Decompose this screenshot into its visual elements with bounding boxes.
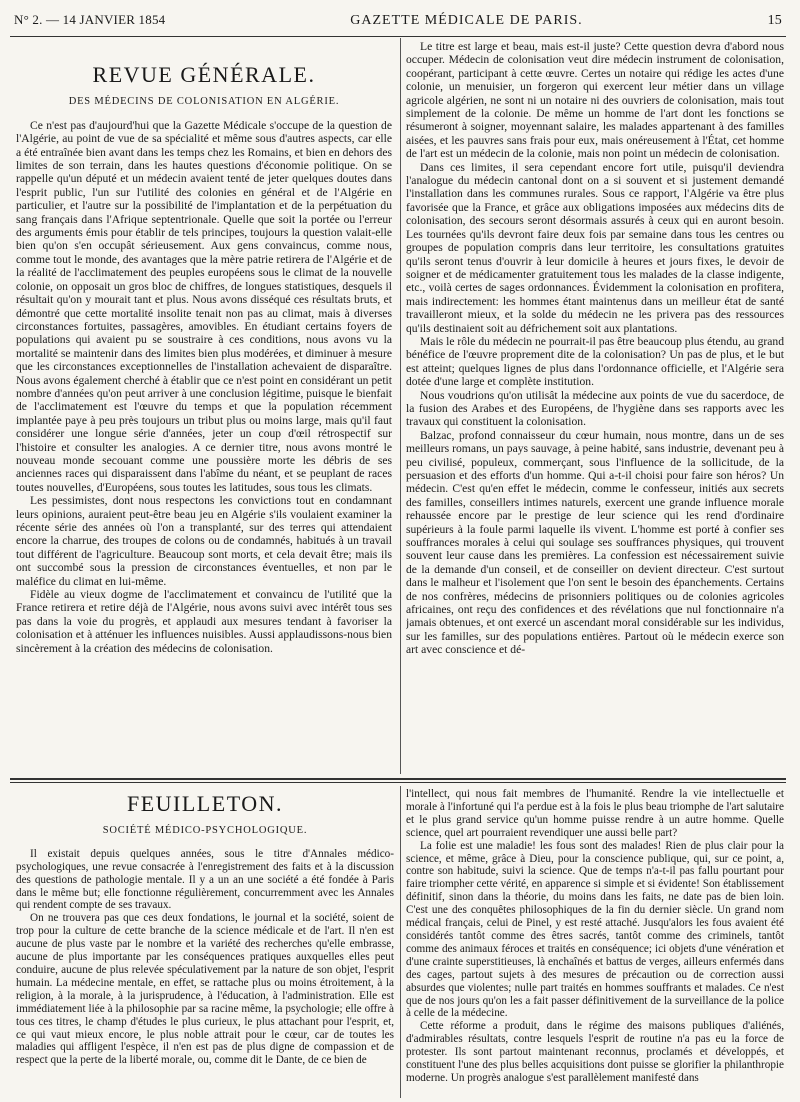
paragraph: Les pessimistes, dont nous respectons les convictions tout en condamnant leurs opinions, auraient peut-être beau jeu en Algérie s'ils voulaient examiner la récente série des années où l'on a transplanté, sur des terres qui attendaient encore la charrue, des troupes de colons ou de condamnés, habitués à un travail tout différent de l'agriculture. Beaucoup sont morts, et cela devait être; mais ils ont succombé sous la pression de circonstances éventuelles, et non par le maléfice du climat en lui-même. [16, 494, 392, 588]
paragraph: La folie est une maladie! les fous sont des malades! Rien de plus clair pour la science, et même, grâce à Dieu, pour la conscience publique, qui, sur ce point, a, contre son habitude, suivi la science. Que de temps n'a-t-il pas fallu pourtant pour faire triompher cette vérité, en apparence si simple et si évidente! Son établissement définitif, sinon dans la théorie, du moins dans les faits, ne date pas de bien loin. C'est une des conquêtes philosophiques de la fin du dernier siècle. Un grand nom médical français, celui de Pinel, y est resté attaché. Jusqu'alors les fous avaient été considérés tantôt comme des êtres sacrés, tantôt comme des criminels, tantôt comme des animaux féroces et traités en conséquence; ici objets d'une vénération et d'une crainte superstitieuses, là enchaînés et battus de verges, ailleurs enfermés dans des cages, partout sujets à des mesures de précaution ou de correction aussi absurdes que violentes; nulle part traités en hommes souffrants et malades. Ce n'est que de nos jours qu'on les a fait passer définitivement de la surveillance de la police à celle de la médecine. [406, 839, 784, 1020]
feuilleton-left-column [16, 788, 394, 1100]
paragraph: Mais le rôle du médecin ne pourrait-il pas être beaucoup plus étendu, au grand bénéfice de l'œuvre proprement dite de la colonisation? Un pas de plus, et le but est atteint; quelques lignes de plus dans l'ordonnance officielle, et l'Algérie sera dotée d'une large et complète institution. [406, 334, 784, 389]
paragraph: On ne trouvera pas que ces deux fondations, le journal et la société, soient de trop pour la culture de cette branche de la science médicale et de l'art. Il n'en est aucune de plus vaste par le nombre et la variété des recherches qu'elle embrasse, aucune de plus importante par les conséquences pratiques auxquelles elles peut conduire, aucune de plus relevée spéculativement par la nature de son objet, l'esprit humain. La médecine mentale, en effet, se rattache plus ou moins étroitement, à la religion, à la morale, à la jurisprudence, à l'éducation, à l'administration. Elle est immédiatement liée à la philosophie par sa racine même, la psychologie; elle offre à tous ces titres, le champ d'études le plus curieux, le plus attachant pour l'esprit, et, ce qui vaut mieux encore, le plus noble attrait pour le cœur, car de toutes les maladies qui affligent l'espèce, il n'en est pas de plus digne de compassion et de respect que la perte de la liberté morale, ou, comme dit le Dante, de ce bien de [16, 912, 394, 1067]
page-header [14, 12, 782, 32]
feuilleton-title: FEUILLETON. [126, 791, 284, 816]
feuilleton-rule [10, 778, 786, 780]
issue-date: N° 2. — 14 JANVIER 1854 [14, 12, 166, 27]
revue-right-column [406, 40, 784, 774]
revue-left-column [16, 40, 392, 774]
paragraph: Balzac, profond connaisseur du cœur humain, nous montre, dans un de ses meilleurs romans, un pays sauvage, à peine habité, sans industrie, devenant peu à peu civilisé, populeux, commerçant, sous l'influence de la sollicitude, de la persuasion et des efforts d'un homme. Qui a-t-il choisi pour faire son héros? Un médecin. C'est qu'en effet le médecin, comme le confesseur, initiés aux secrets des familles, conseillers intimes naturels, exercent une grande influence morale rehaussée encore par le prestige de leur science qui les rend d'ordinaire supérieurs à la foule parmi laquelle ils vivent. L'homme est porté à confier ses souffrances morales à celui qui soulage ses souffrances physiques, qui trouvent souvent leur cause dans les premières. La confession est nécessairement suivie de la demande d'un conseil, et de conseiller on devient directeur. C'est surtout dans le malheur et l'isolement que l'on sent le besoin des épanchements. Certains de nos confrères, médecins de prisonniers politiques ou de colonies agricoles africaines, ont reçu des confidences et des révélations que nul fonctionnaire n'a jamais obtenues, et ont exercé un ascendant moral considérable sur les individus, sur les familles, sur des populations entières. Partout où le médecin exerce son art avec conscience et dé- [406, 428, 784, 657]
paragraph: l'intellect, qui nous fait membres de l'humanité. Rendre la vie intellectuelle et morale à l'infortuné qui l'a perdue est à la fois le plus beau triomphe de l'art salutaire et le plus grand service qu'un homme puisse rendre à un autre homme. Quelle science, quel art pourraient revendiquer une aussi belle part? [406, 788, 784, 839]
paragraph: Dans ces limites, il sera cependant encore fort utile, puisqu'il deviendra l'analogue du médecin cantonal dont on a si souvent et si justement demandé l'installation dans les communes rurales. Sous ce rapport, l'Algérie va être plus favorisée que la France, et grâce aux obligations imposées aux médecins dits de colonisation, des secours seront désormais assurés à ceux qui en auront besoin. Les tournées qu'ils devront faire deux fois par semaine dans tous les centres ou groupes de population compris dans leur territoire, les consultations gratuites qu'ils seront tenus d'ouvrir à leur domicile à heures et jours fixes, le devoir de soigner et de médicamenter gratuitement tous les malades de la classe indigente, etc., voilà certes de sages ordonnances. Évidemment la colonisation en profitera, mais indirectement: les hommes étant maintenus dans un meilleur état de santé travailleront mieux, et la solde du médecin ne les privera pas des ressources qu'ils destinaient soit au défrichement soit aux plantations. [406, 160, 784, 335]
paragraph: Le titre est large et beau, mais est-il juste? Cette question devra d'abord nous occuper. Médecin de colonisation veut dire médecin instrument de colonisation, coopérant, participant à cette œuvre. Certes un notaire qui rédige les actes d'une colonie, un menuisier, un forgeron qui exercent leur métier dans un village agricole algérien, ne sont ni un notaire ni des ouvriers de colonisation, mais tout simplement de la colonie. De même un homme de l'art dont les fonctions se résumeront à soigner, moyennant salaire, les malades appartenant à des familles aisées, et les pauvres sans frais pour eux, mais onéreusement à l'État, cet homme de l'art est un médecin de la colonie, mais non point un médecin de colonisation. [406, 40, 784, 161]
paragraph: Il existait depuis quelques années, sous le titre d'Annales médico-psychologiques, une revue consacrée à l'enregistrement des faits et à la discussion des questions de pathologie mentale. Il y a un an une société a été fondée à Paris dans le même but; elle fonctionne régulièrement, concurremment avec les Annales qui rendent compte de ses travaux. [16, 847, 394, 912]
revue-subtitle: DES MÉDECINS DE COLONISATION EN ALGÉRIE. [68, 96, 340, 108]
column-divider-upper [400, 38, 401, 774]
paragraph: Fidèle au vieux dogme de l'acclimatement et convaincu de l'utilité que la France retirera et retire déjà de l'Algérie, nous avons suivi avec intérêt tous ses pas dans la voie du progrès, et applaudi aux mesures tendant à favoriser la colonisation et à atténuer les influences nuisibles. Aussi applaudissons-nous bien sincèrement à la création des médecins de colonisation. [16, 588, 392, 655]
revue-title: REVUE GÉNÉRALE. [92, 62, 316, 87]
feuilleton-right-column [406, 788, 784, 1100]
feuilleton-rule-thin [10, 782, 786, 783]
feuilleton-subtitle: SOCIÉTÉ MÉDICO-PSYCHOLOGIQUE. [102, 824, 308, 836]
column-divider-lower [400, 786, 401, 1098]
paragraph: Nous voudrions qu'on utilisât la médecine aux points de vue du sacerdoce, de la fusion des Arabes et des Européens, de l'hygiène dans ses rapports avec les travaux qui constituent la colonisation. [406, 388, 784, 429]
paragraph: Ce n'est pas d'aujourd'hui que la Gazette Médicale s'occupe de la question de l'Algérie, au point de vue de sa spécialité et même sous d'autres aspects, car elle a été entraînée bien avant dans les temps chez les Romains, et bien en dehors des limites de son terrain, dans les hautes questions d'économie politique. On se rappelle qu'un député et un médecin avaient tenté de jeter quelques doutes dans l'esprit public, l'un sur l'utilité des colonies en général et de l'Algérie en particulier, et l'autre sur la possibilité de l'implantation et de la perpétuation du sang français dans l'Afrique septentrionale. Quelle que soit la portée ou l'erreur des arguments émis pour établir de tels principes, toujours la question valait-elle bien qu'on s'en occupât sérieusement. Aux gens convaincus, comme nous, comme tout le monde, des avantages que la mère patrie retirera de l'Algérie et de la réalité de l'acclimatement des peuples européens sous le climat de la nouvelle colonie, on opposait un gros bloc de chiffres, de longues statistiques, desquels il résultait qu'on y mourait tant et plus. Nous avons disséqué ces résultats bruts, et démontré que cette mortalité insolite tenait non pas au climat, mais à diverses circonstances fortuites, passagères, amovibles. En étudiant certains foyers de populations qui avaient pu se soustraire à ces conditions, nous avons vu la mortalité se maintenir dans des limites bien plus modérées, et diminuer à mesure que les circonstances exceptionnelles de l'installation achevaient de disparaître. Nous avons également cherché à établir que ce n'est point en considérant un petit nombre d'années qu'on peut arriver à une conclusion légitime, puisque le bienfait de l'acclimatement est l'œuvre du temps et que la population récemment implantée paye à peu près toujours un tribut plus ou moins large, mais qu'il faut considérer une longue série d'années, jeter un coup d'œil rétrospectif sur l'histoire et consulter les analogies. A ce dernier titre, nous avons montré le nouveau monde secouant comme une poussière morte les débris de ses anciennes races qui disparaissent dans l'abîme du néant, et se peuplant de races toutes nouvelles, d'Européens, sous toutes les latitudes, sous tous les climats. [16, 118, 392, 494]
paragraph: Cette réforme a produit, dans le régime des maisons publiques d'aliénés, d'admirables résultats, contre lesquels l'esprit de routine n'a pas eu la force de protester. Ils sont partout maintenant reconnus, proclamés et développés, et constituent l'une des plus belles acquisitions dont puisse se glorifier la philanthropie moderne. Un progrès analogue s'est parallèlement manifesté dans [406, 1020, 784, 1084]
header-rule [10, 36, 786, 37]
masthead-title: GAZETTE MÉDICALE DE PARIS. [350, 13, 583, 28]
page-number: 15 [767, 13, 782, 28]
